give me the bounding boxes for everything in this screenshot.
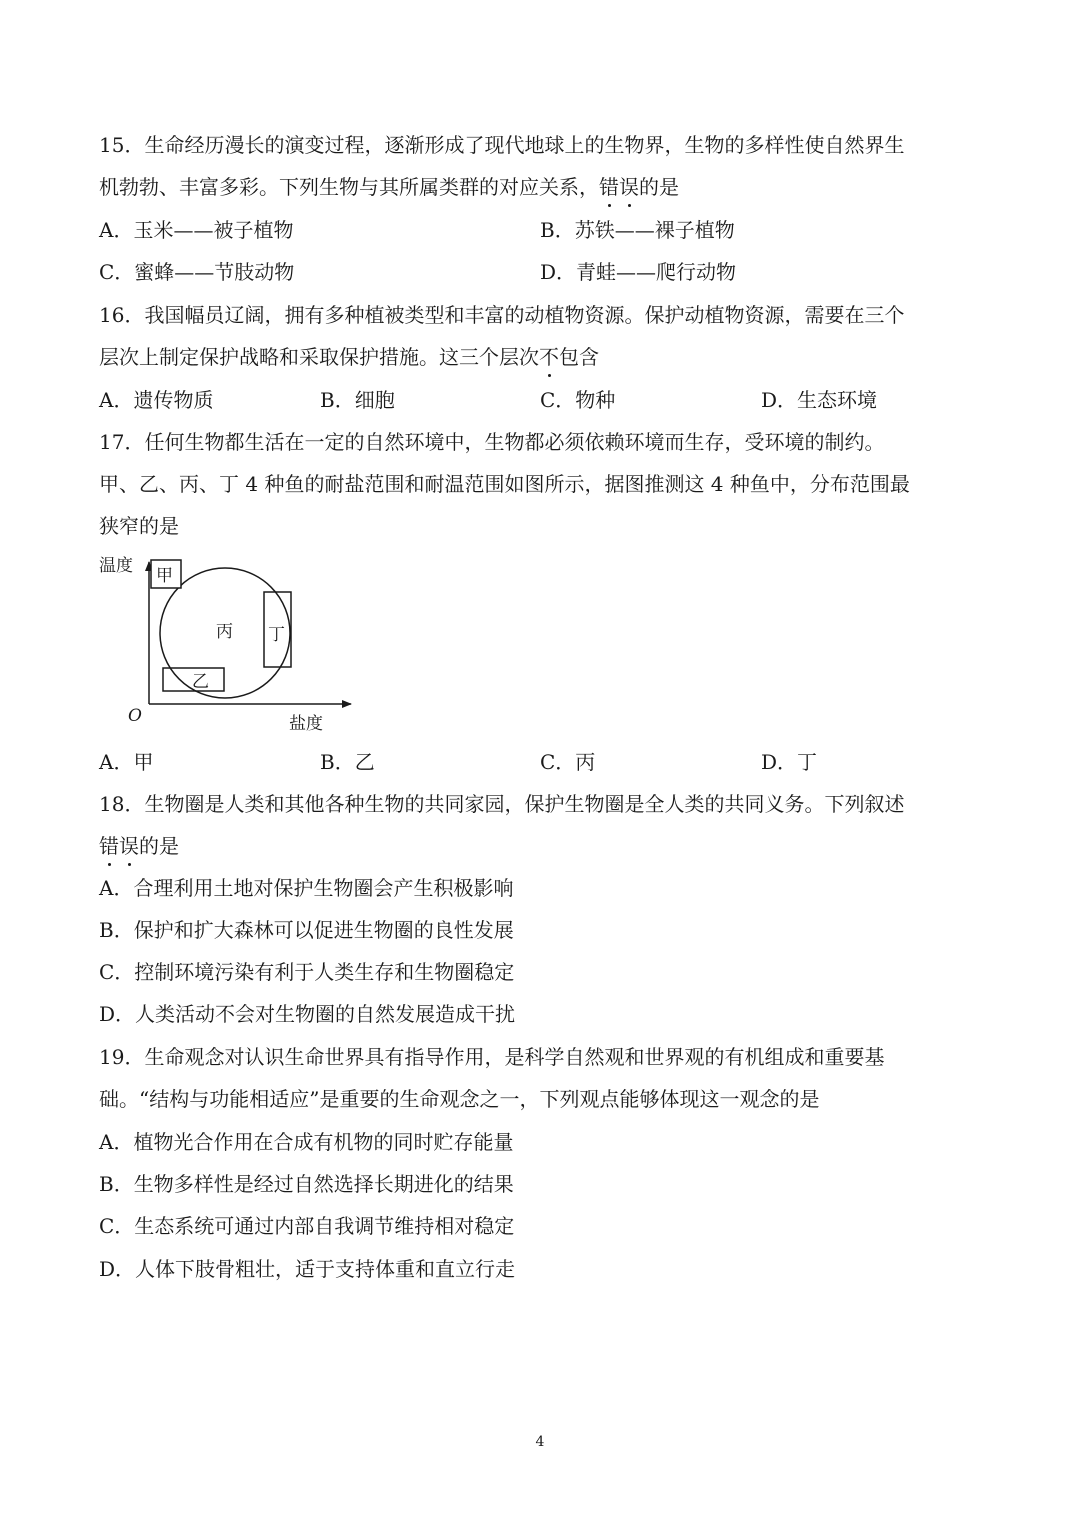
q18-stem-text: 的是 xyxy=(139,834,179,858)
q15-option-c[interactable]: C．蜜蜂——节肢动物 xyxy=(99,260,295,284)
q16-option-b[interactable]: B．细胞 xyxy=(320,388,395,412)
q19-option-b[interactable]: B．生物多样性是经过自然选择长期进化的结果 xyxy=(99,1172,514,1196)
yi-label: 乙 xyxy=(192,672,209,692)
q18-option-b[interactable]: B．保护和扩大森林可以促进生物圈的良性发展 xyxy=(99,918,514,942)
page-number: 4 xyxy=(535,1434,545,1450)
q17-option-c[interactable]: C．丙 xyxy=(540,750,596,774)
q16-stem-text: 层次上制定保护战略和采取保护措施。这三个层次 xyxy=(99,345,539,369)
q17-option-a[interactable]: A．甲 xyxy=(99,750,154,774)
q16-option-a[interactable]: A．遗传物质 xyxy=(99,388,214,412)
q19-stem-line1: 19．生命观念对认识生命世界具有指导作用，是科学自然观和世界观的有机组成和重要基 xyxy=(99,1045,885,1069)
q18-stem-line2 xyxy=(99,834,179,858)
q17-stem-line3: 狭窄的是 xyxy=(99,514,179,538)
q16-option-c[interactable]: C．物种 xyxy=(540,388,616,412)
origin-label: O xyxy=(128,706,142,726)
q16-option-d[interactable]: D．生态环境 xyxy=(761,388,878,412)
q15-emphasis-char: 错 xyxy=(599,175,619,199)
y-axis-label: 温度 xyxy=(99,556,133,576)
x-axis-label: 盐度 xyxy=(289,714,323,734)
q19-option-c[interactable]: C．生态系统可通过内部自我调节维持相对稳定 xyxy=(99,1214,515,1238)
q18-emphasis-char: 错 xyxy=(99,834,119,858)
q19-option-d[interactable]: D．人体下肢骨粗壮，适于支持体重和直立行走 xyxy=(99,1257,516,1281)
q18-option-c[interactable]: C．控制环境污染有利于人类生存和生物圈稳定 xyxy=(99,960,515,984)
jia-label: 甲 xyxy=(156,566,173,586)
q16-stem-line1: 16．我国幅员辽阔，拥有多种植被类型和丰富的动植物资源。保护动植物资源，需要在三个 xyxy=(99,303,905,327)
q15-emphasis-char: 误 xyxy=(619,175,639,199)
q15-option-b[interactable]: B．苏铁——裸子植物 xyxy=(540,218,735,242)
q16-emphasis-char: 不 xyxy=(539,345,559,369)
q17-option-b[interactable]: B．乙 xyxy=(320,750,375,774)
q18-option-d[interactable]: D．人类活动不会对生物圈的自然发展造成干扰 xyxy=(99,1002,516,1026)
q16-stem-line2 xyxy=(99,345,599,369)
q18-emphasis-char: 误 xyxy=(119,834,139,858)
q19-option-a[interactable]: A．植物光合作用在合成有机物的同时贮存能量 xyxy=(99,1130,514,1154)
q15-stem-line1: 15．生命经历漫长的演变过程，逐渐形成了现代地球上的生物界，生物的多样性使自然界生 xyxy=(99,133,905,157)
q17-range-diagram xyxy=(96,548,356,740)
q15-stem-text: 机勃勃、丰富多彩。下列生物与其所属类群的对应关系， xyxy=(99,175,599,199)
q18-stem-line1: 18．生物圈是人类和其他各种生物的共同家园，保护生物圈是全人类的共同义务。下列叙述 xyxy=(99,792,905,816)
q18-option-a[interactable]: A．合理利用土地对保护生物圈会产生积极影响 xyxy=(99,876,514,900)
q17-option-d[interactable]: D．丁 xyxy=(761,750,818,774)
q15-stem-line2 xyxy=(99,175,679,199)
q19-stem-line2: 础。“结构与功能相适应”是重要的生命观念之一，下列观点能够体现这一观念的是 xyxy=(99,1087,820,1111)
q15-stem-text: 的是 xyxy=(639,175,679,199)
ding-label: 丁 xyxy=(268,625,285,645)
q17-stem-line1: 17．任何生物都生活在一定的自然环境中，生物都必须依赖环境而生存，受环境的制约。 xyxy=(99,430,885,454)
q15-option-a[interactable]: A．玉米——被子植物 xyxy=(99,218,294,242)
bing-label: 丙 xyxy=(216,622,233,642)
q15-option-d[interactable]: D．青蛙——爬行动物 xyxy=(540,260,737,284)
q17-stem-line2: 甲、乙、丙、丁 4 种鱼的耐盐范围和耐温范围如图所示，据图推测这 4 种鱼中，分布范围最 xyxy=(99,472,910,496)
q16-stem-text: 包含 xyxy=(559,345,599,369)
